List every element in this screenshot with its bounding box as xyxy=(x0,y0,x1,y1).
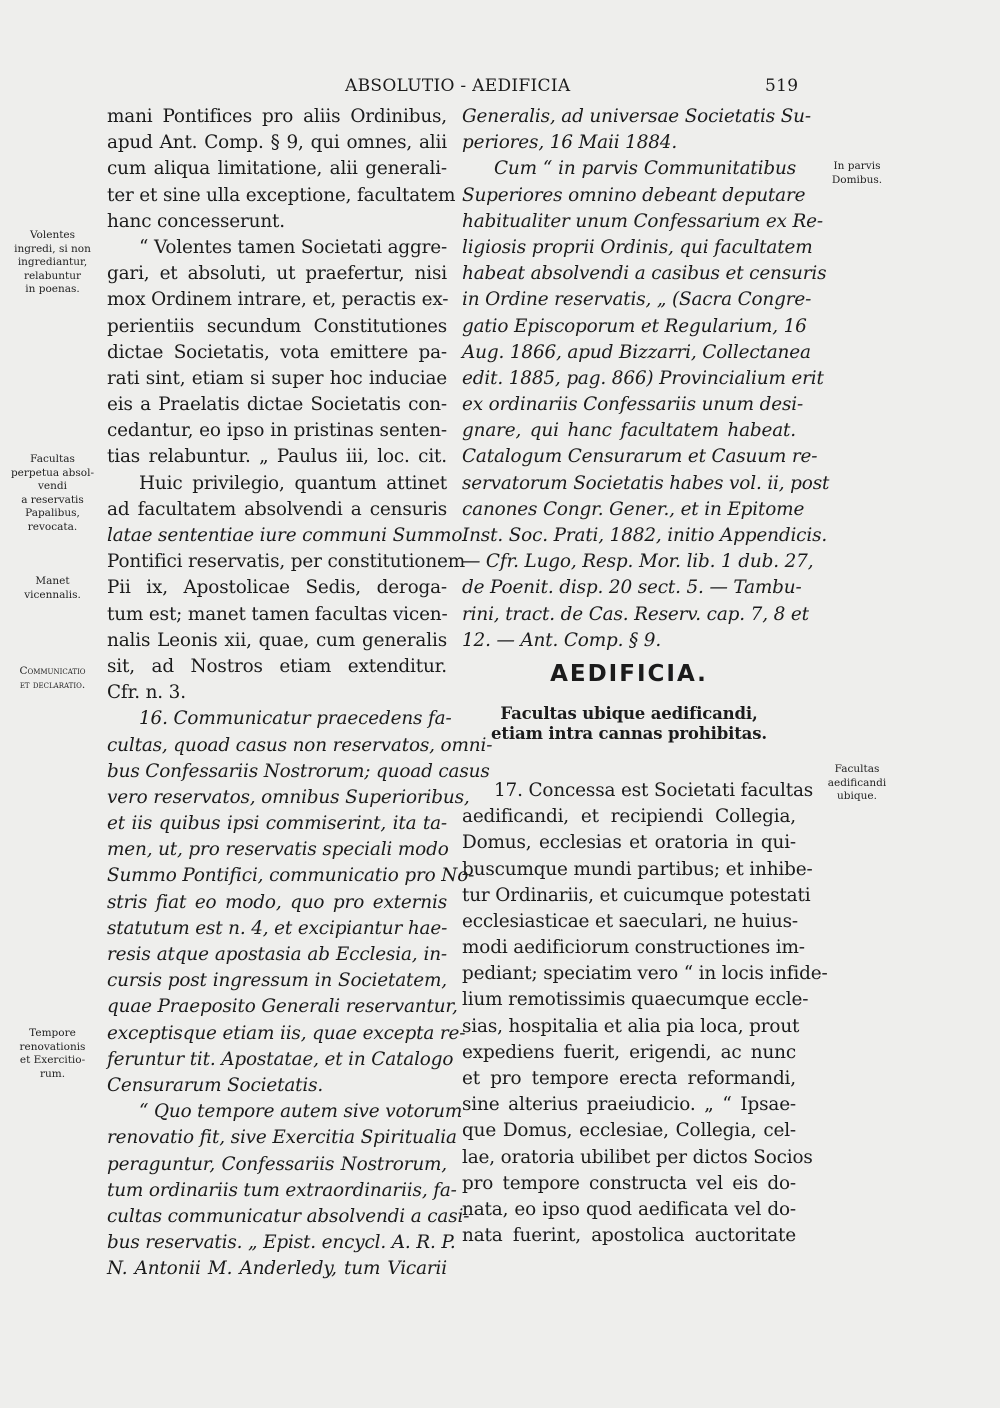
text-line: edit. 1885, pag. 866) Provincialium erit xyxy=(462,367,824,389)
text-line: dictae Societatis, vota emittere pa- xyxy=(107,341,447,363)
text-line: Censurarum Societatis. xyxy=(107,1074,324,1096)
section-title: AEDIFICIA. xyxy=(550,660,708,687)
margin-note-volentes: Volentes ingredi, si non ingrediantur, relabuntur in poenas. xyxy=(14,229,91,295)
text-line: ex ordinariis Confessariis unum desi- xyxy=(462,394,804,416)
text-line: tur Ordinariis, et cuicumque potestati xyxy=(462,884,811,906)
text-line: tum est; manet tamen facultas vicen- xyxy=(107,603,448,625)
text-line: canones Congr. Gener., et in Epitome xyxy=(462,498,805,520)
text-line: sias, hospitalia et alia pia loca, prout xyxy=(462,1015,800,1037)
left-column xyxy=(107,104,493,1282)
running-header xyxy=(0,76,1000,106)
text-line: Generalis, ad universae Societatis Su- xyxy=(462,106,811,127)
text-line: Cfr. n. 3. xyxy=(107,682,186,704)
text-line: pro tempore constructa vel eis do- xyxy=(462,1172,796,1194)
text-line: ecclesiasticae et saeculari, ne huius- xyxy=(462,910,798,932)
text-line: 12. — Ant. Comp. § 9. xyxy=(462,629,662,651)
text-line: in Ordine reservatis, „ (Sacra Congre- xyxy=(462,289,812,311)
margin-note-tempore: Tempore renovationis et Exercitio- rum. xyxy=(19,1027,86,1080)
text-line: Summo Pontifici, communicatio pro No- xyxy=(107,865,475,887)
text-line: gatio Episcoporum et Regularium, 16 xyxy=(462,315,807,337)
text-line: et iis quibus ipsi commiserint, ita ta- xyxy=(107,813,447,835)
text-line: cursis post ingressum in Societatem, xyxy=(107,970,447,992)
text-line: cedantur, eo ipso in pristinas senten- xyxy=(107,420,447,442)
text-line: buscumque mundi partibus; et inhibe- xyxy=(462,858,813,880)
margin-note-manet: Manet vicennalis. xyxy=(24,575,81,601)
text-line: statutum est n. 4, et excipiantur hae- xyxy=(107,917,448,939)
text-line: Catalogum Censurarum et Casuum re- xyxy=(462,446,818,468)
text-line: eis a Praelatis dictae Societatis con- xyxy=(107,394,447,416)
text-line: latae sententiae iure communi Summo xyxy=(107,525,463,546)
text-line: Pii ix, Apostolicae Sedis, deroga- xyxy=(107,577,447,599)
page-number: 519 xyxy=(765,76,799,96)
text-line: ad facultatem absolvendi a censuris xyxy=(107,498,447,520)
text-line: tias relabuntur. „ Paulus iii, loc. cit. xyxy=(107,446,447,468)
text-line: peraguntur, Confessariis Nostrorum, xyxy=(107,1153,447,1175)
text-line: vero reservatos, omnibus Superioribus, xyxy=(107,786,470,808)
text-line: habeat absolvendi a casibus et censuris xyxy=(462,263,827,285)
subheading: Facultas ubique aedificandi, xyxy=(500,703,758,723)
text-line: 17. Concessa est Societati facultas xyxy=(494,779,814,801)
text-line: Inst. Soc. Prati, 1882, initio Appendicis. xyxy=(462,525,828,546)
margin-note-communicatio: Communicatio et declaratio. xyxy=(19,665,86,691)
text-line: tum ordinariis tum extraordinariis, fa- xyxy=(107,1179,457,1201)
text-line: quae Praeposito Generali reservantur, xyxy=(107,996,458,1018)
text-line: de Poenit. disp. 20 sect. 5. — Tambu- xyxy=(462,577,802,599)
text-line: 16. Communicatur praecedens fa- xyxy=(139,708,452,730)
text-line: que Domus, ecclesiae, Collegia, cel- xyxy=(462,1120,796,1142)
text-line: renovatio fit, sive Exercitia Spiritualia xyxy=(107,1127,457,1149)
text-line: apud Ant. Comp. § 9, qui omnes, alii xyxy=(107,132,447,154)
text-line: modi aedificiorum constructiones im- xyxy=(462,937,805,959)
margin-note-facultas-aedificandi: Facultas aedificandi ubique. xyxy=(827,763,887,802)
text-line: pediant; speciatim vero “ in locis infide- xyxy=(462,963,828,985)
text-line: mox Ordinem intrare, et, peractis ex- xyxy=(107,289,449,311)
text-line: cultas, quoad casus non reservatos, omni- xyxy=(107,734,493,756)
text-line: cultas communicatur absolvendi a casi- xyxy=(107,1205,470,1227)
text-line: rini, tract. de Cas. Reserv. cap. 7, 8 et xyxy=(462,603,809,625)
text-line: feruntur tit. Apostatae, et in Catalogo xyxy=(107,1048,454,1070)
text-line: “ Quo tempore autem sive votorum xyxy=(139,1101,463,1123)
text-line: hanc concesserunt. xyxy=(107,210,285,232)
text-line: periores, 16 Maii 1884. xyxy=(462,132,678,154)
text-line: habitualiter unum Confessarium ex Re- xyxy=(462,210,823,232)
text-line: expediens fuerit, erigendi, ac nunc xyxy=(462,1041,796,1063)
text-line: Cum “ in parvis Communitatibus xyxy=(494,158,796,180)
text-line: ter et sine ulla exceptione, facultatem xyxy=(107,184,456,206)
text-line: rati sint, etiam si super hoc induciae xyxy=(107,367,447,389)
text-line: “ Volentes tamen Societati aggre- xyxy=(139,236,448,258)
text-line: gari, et absoluti, ut praefertur, nisi xyxy=(107,263,447,285)
text-line: — Cfr. Lugo, Resp. Mor. lib. 1 dub. 27, xyxy=(462,551,814,573)
text-line: cum aliqua limitatione, alii generali- xyxy=(107,158,447,180)
text-line: Domus, ecclesias et oratoria in qui- xyxy=(462,832,796,854)
text-line: ligiosis proprii Ordinis, qui facultatem xyxy=(462,236,813,258)
text-line: exceptisque etiam iis, quae excepta re- xyxy=(107,1022,466,1044)
text-line: nata fuerint, apostolica auctoritate xyxy=(462,1225,796,1247)
text-line: nata, eo ipso quod aedificata vel do- xyxy=(462,1198,796,1220)
subheading: etiam intra cannas prohibitas. xyxy=(491,723,767,743)
text-line: sine alterius praeiudicio. „ “ Ipsae- xyxy=(462,1094,796,1116)
text-line: men, ut, pro reservatis speciali modo xyxy=(107,839,449,861)
text-line: Superiores omnino debeant deputare xyxy=(462,184,806,206)
text-line: nalis Leonis xii, quae, cum generalis xyxy=(107,629,447,651)
text-line: Aug. 1866, apud Bizzarri, Collectanea xyxy=(462,341,811,363)
text-line: Huic privilegio, quantum attinet xyxy=(139,472,447,494)
text-line: resis atque apostasia ab Ecclesia, in- xyxy=(107,944,447,965)
text-line: servatorum Societatis habes vol. ii, post xyxy=(462,472,830,494)
right-column xyxy=(462,104,830,1249)
margin-note-facultas: Facultas perpetua absol- vendi a reservatis Papalibus, revocata. xyxy=(10,453,95,533)
text-line: perientiis secundum Constitutiones xyxy=(107,315,447,337)
text-line: mani Pontifices pro aliis Ordinibus, xyxy=(107,106,447,127)
text-line: et pro tempore erecta reformandi, xyxy=(462,1068,796,1089)
text-line: bus Confessariis Nostrorum; quoad casus xyxy=(107,760,490,782)
text-line: Pontifici reservatis, per constitutionem xyxy=(107,551,466,573)
text-line: bus reservatis. „ Epist. encycl. A. R. P. xyxy=(107,1232,456,1254)
text-line: stris fiat eo modo, quo pro externis xyxy=(107,891,447,913)
margin-note-in-parvis: In parvis Domibus. xyxy=(831,160,883,186)
running-title: ABSOLUTIO - AEDIFICIA xyxy=(345,76,571,96)
text-line: gnare, qui hanc facultatem habeat. xyxy=(462,420,796,442)
text-line: N. Antonii M. Anderledy, tum Vicarii xyxy=(107,1258,447,1280)
text-line: sit, ad Nostros etiam extenditur. xyxy=(107,655,447,677)
text-line: lae, oratoria ubilibet per dictos Socios xyxy=(462,1146,813,1168)
text-line: lium remotissimis quaecumque eccle- xyxy=(462,989,809,1011)
text-line: aedificandi, et recipiendi Collegia, xyxy=(462,806,796,828)
